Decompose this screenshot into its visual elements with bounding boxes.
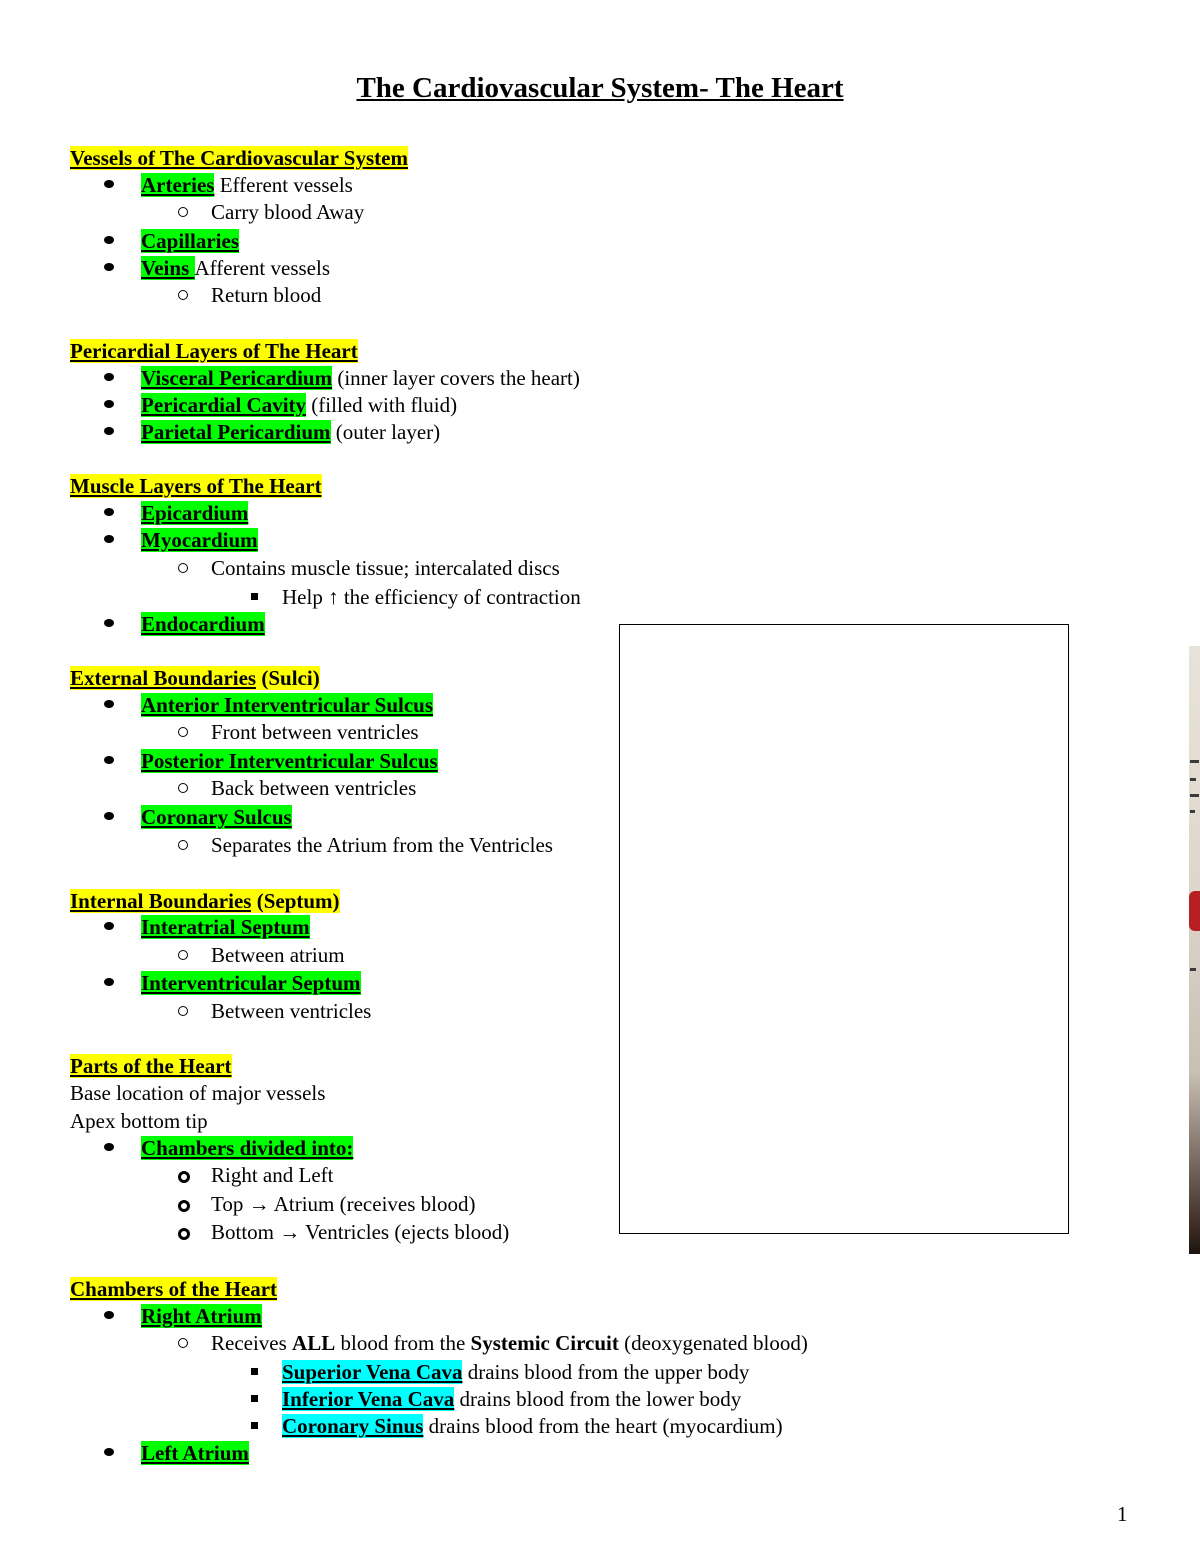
list-item: Left Atrium (141, 1441, 249, 1465)
bullet-icon (104, 373, 114, 381)
bullet-icon (104, 236, 114, 244)
section-heading-external: External Boundaries (Sulci) (70, 666, 320, 690)
list-item: Interatrial Septum (141, 915, 310, 939)
list-item: Visceral Pericardium (inner layer covers the heart) (141, 366, 580, 390)
section-heading-chambers: Chambers of the Heart (70, 1277, 278, 1301)
circle-bullet-icon (178, 1171, 190, 1183)
list-item: Anterior Interventricular Sulcus (141, 693, 434, 717)
circle-bullet-icon (178, 1006, 188, 1016)
circle-bullet-icon (178, 207, 188, 217)
list-item: Capillaries (141, 229, 239, 253)
bullet-icon (104, 508, 114, 516)
section-heading-pericardial: Pericardial Layers of The Heart (70, 339, 358, 363)
list-item: Chambers divided into: (141, 1136, 354, 1160)
list-item: Coronary Sulcus (141, 805, 292, 829)
bullet-icon (104, 978, 114, 986)
text-line: Apex bottom tip (70, 1109, 208, 1133)
section-heading-internal: Internal Boundaries (Septum) (70, 889, 340, 913)
cropped-image (1189, 646, 1200, 1254)
section-heading-vessels: Vessels of The Cardiovascular System (70, 146, 408, 170)
list-item: Separates the Atrium from the Ventricles (211, 833, 553, 857)
circle-bullet-icon (178, 950, 188, 960)
list-item: Epicardium (141, 501, 249, 525)
list-item: Front between ventricles (211, 720, 419, 744)
bullet-icon (104, 619, 114, 627)
list-item: Right and Left (211, 1163, 334, 1187)
list-item: Back between ventricles (211, 776, 417, 800)
page-number: 1 (1117, 1502, 1128, 1526)
list-item: Interventricular Septum (141, 971, 361, 995)
list-item: Inferior Vena Cava drains blood from the lower body (282, 1387, 742, 1411)
square-bullet-icon (251, 1368, 258, 1375)
up-arrow-icon: ↑ (328, 585, 339, 609)
list-item: Between ventricles (211, 999, 372, 1023)
circle-bullet-icon (178, 727, 188, 737)
list-item: Receives ALL blood from the Systemic Circuit (deoxygenated blood) (211, 1331, 808, 1355)
circle-bullet-icon (178, 1338, 188, 1348)
bullet-icon (104, 922, 114, 930)
list-item: Parietal Pericardium (outer layer) (141, 420, 441, 444)
circle-bullet-icon (178, 290, 188, 300)
bullet-icon (104, 1448, 114, 1456)
circle-bullet-icon (178, 1228, 190, 1240)
square-bullet-icon (251, 593, 258, 600)
page-title: The Cardiovascular System- The Heart (356, 72, 844, 104)
list-item: Return blood (211, 283, 322, 307)
list-item: Arteries Efferent vessels (141, 173, 353, 197)
list-item: Superior Vena Cava drains blood from the upper body (282, 1360, 750, 1384)
list-item: Veins Afferent vessels (141, 256, 330, 280)
bullet-icon (104, 1143, 114, 1151)
square-bullet-icon (251, 1395, 258, 1402)
bullet-icon (104, 1311, 114, 1319)
bullet-icon (104, 180, 114, 188)
circle-bullet-icon (178, 783, 188, 793)
list-item: Between atrium (211, 943, 345, 967)
arrow-right-icon: → (248, 1192, 270, 1216)
circle-bullet-icon (178, 563, 188, 573)
square-bullet-icon (251, 1422, 258, 1429)
list-item: Pericardial Cavity (filled with fluid) (141, 393, 458, 417)
list-item: Coronary Sinus drains blood from the heart (myocardium) (282, 1414, 783, 1438)
bullet-icon (104, 700, 114, 708)
bullet-icon (104, 812, 114, 820)
bullet-icon (104, 535, 114, 543)
section-heading-muscle: Muscle Layers of The Heart (70, 474, 322, 498)
arrow-right-icon: → (279, 1220, 301, 1244)
bullet-icon (104, 427, 114, 435)
list-item: Posterior Interventricular Sulcus (141, 749, 438, 773)
bullet-icon (104, 400, 114, 408)
list-item: Myocardium (141, 528, 258, 552)
text-line: Base location of major vessels (70, 1081, 326, 1105)
list-item: Endocardium (141, 612, 265, 636)
bullet-icon (104, 263, 114, 271)
list-item: Right Atrium (141, 1304, 262, 1328)
list-item: Contains muscle tissue; intercalated discs (211, 556, 560, 580)
bullet-icon (104, 756, 114, 764)
list-item: Bottom → Ventricles (ejects blood) (211, 1220, 510, 1244)
image-frame (619, 624, 1069, 1234)
list-item: Help ↑ the efficiency of contraction (282, 585, 581, 609)
circle-bullet-icon (178, 840, 188, 850)
list-item: Top → Atrium (receives blood) (211, 1192, 476, 1216)
circle-bullet-icon (178, 1200, 190, 1212)
list-item: Carry blood Away (211, 200, 365, 224)
section-heading-parts: Parts of the Heart (70, 1054, 232, 1078)
